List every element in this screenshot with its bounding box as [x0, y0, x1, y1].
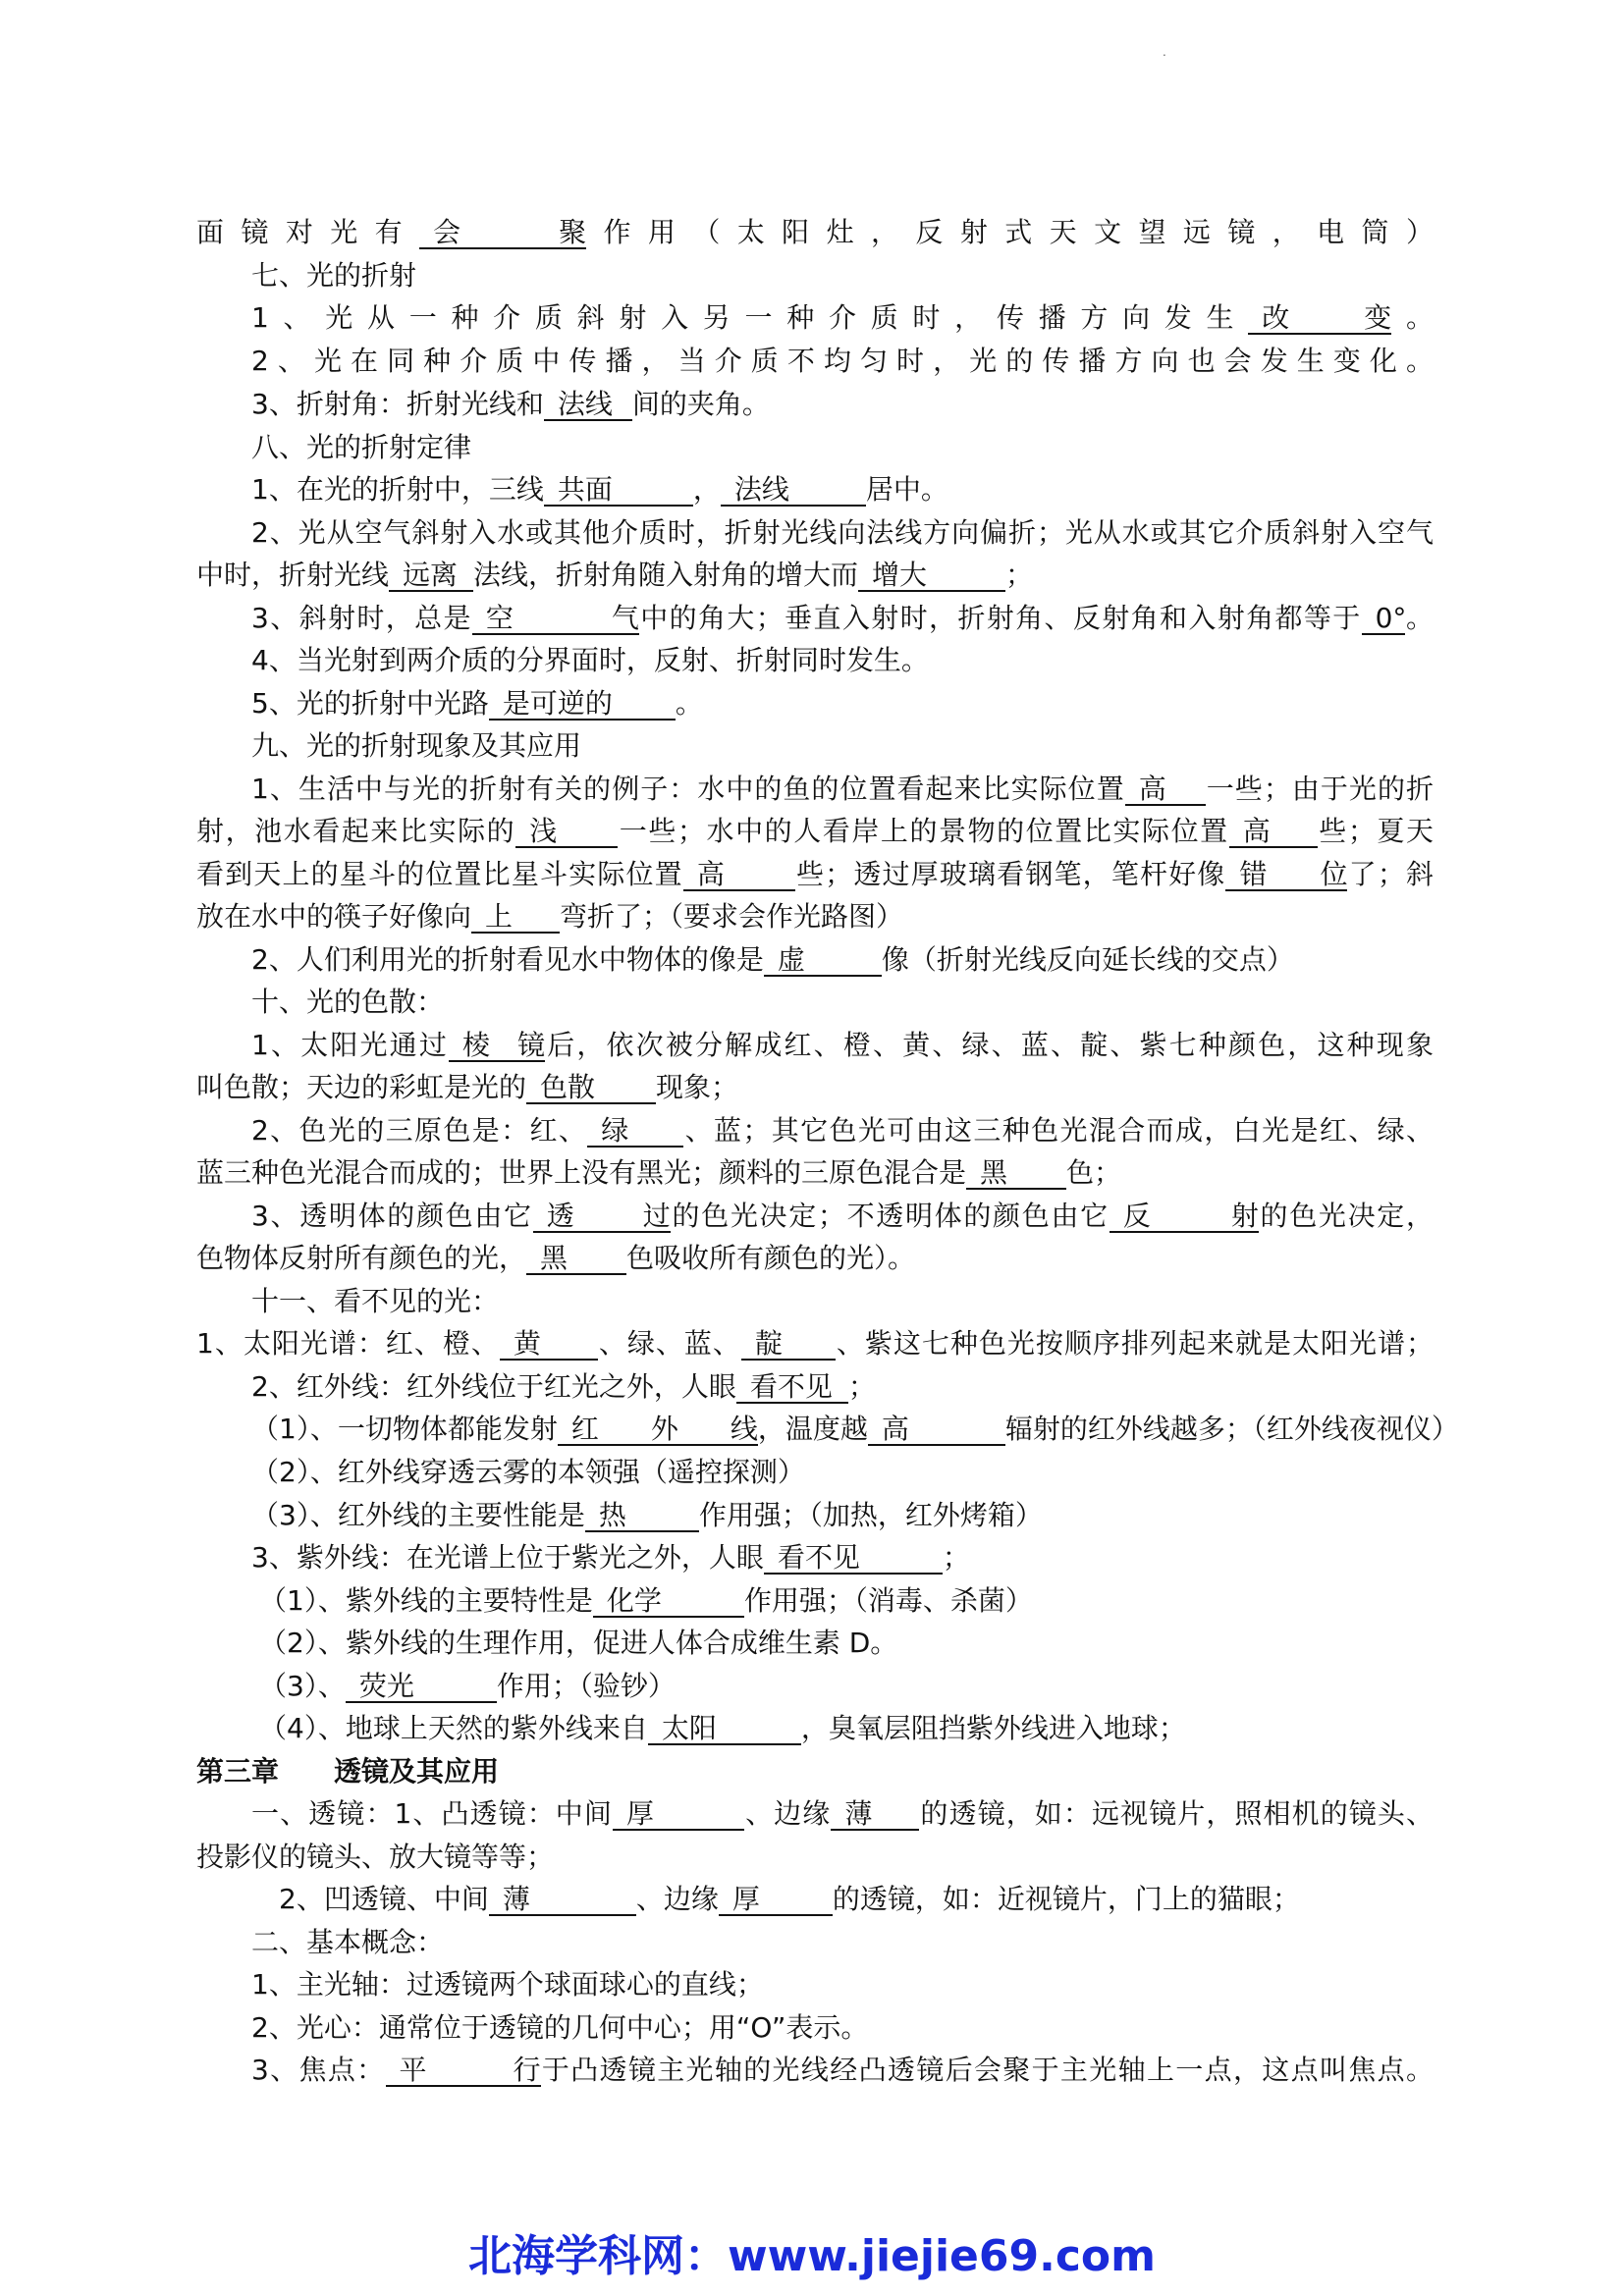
text-segment: 1、光从一种介质斜射入另一种介质时，传播方向发生	[251, 301, 1249, 334]
text-segment: 蓝三种色光混合而成的；世界上没有黑光；颜料的三原色混合是	[196, 1156, 967, 1189]
text-segment: 作用（太阳灶，反射式天文望远镜，电筒）	[586, 216, 1434, 248]
text-segment: 现象；	[656, 1071, 739, 1103]
text-segment: ；	[942, 1541, 970, 1574]
text-segment: 些；透过厚玻璃看钢笔，笔杆好像	[794, 858, 1226, 890]
fill-in-answer: 上	[471, 902, 560, 934]
text-segment: 3、折射角：折射光线和	[251, 388, 544, 420]
text-line	[259, 1582, 1033, 1620]
fill-in-answer: 化学	[593, 1586, 744, 1618]
text-line	[251, 343, 1434, 380]
text-line	[251, 1027, 1434, 1064]
text-line	[279, 1881, 1300, 1918]
text-segment: 辐射的红外线越多；（红外线夜视仪）	[1004, 1413, 1459, 1445]
text-segment: 后，依次被分解成红、橙、黄、绿、蓝、靛、紫七种颜色，这种现象	[544, 1029, 1434, 1061]
text-line	[196, 1753, 499, 1790]
text-segment: 居中。	[865, 473, 948, 506]
fill-in-answer: 浅	[515, 817, 618, 848]
fill-in-answer: 薄	[831, 1799, 919, 1831]
text-segment: 2、凹透镜、中间	[279, 1883, 489, 1915]
fill-in-answer: 热	[585, 1501, 699, 1532]
fill-in-answer: 远离	[389, 561, 473, 592]
text-segment: 弯折了；（要求会作光路图）	[560, 900, 904, 933]
fill-in-answer: 改变	[1248, 303, 1391, 335]
fill-in-answer: 绿	[587, 1116, 683, 1148]
text-segment: 一些；水中的人看岸上的景物的位置比实际位置	[618, 815, 1229, 847]
text-line	[251, 1198, 1434, 1235]
text-segment: 3、透明体的颜色由它	[251, 1200, 533, 1232]
text-line	[251, 1368, 876, 1406]
text-line	[196, 557, 1033, 594]
text-segment: 于凸透镜主光轴的光线经凸透镜后会聚于主光轴上一点，这点叫焦点。	[540, 2054, 1434, 2086]
text-line	[259, 1625, 897, 1662]
corner-mark: .	[1163, 45, 1166, 59]
fill-in-answer: 黑	[526, 1244, 626, 1275]
text-line	[196, 214, 1434, 251]
text-segment: 1、太阳光谱：红、橙、	[196, 1327, 500, 1360]
text-line	[196, 1069, 738, 1106]
fill-in-answer: 色散	[526, 1073, 656, 1104]
text-line	[251, 1112, 1434, 1149]
text-line	[196, 898, 903, 935]
text-line	[251, 600, 1434, 637]
text-segment: 。	[1391, 301, 1434, 334]
text-segment: （3）、	[259, 1670, 346, 1702]
text-segment: 中的角大；垂直入射时，折射角、反射角和入射角都等于	[638, 602, 1362, 634]
text-line	[251, 771, 1434, 808]
text-segment: 、绿、蓝、	[597, 1327, 741, 1360]
fill-in-answer: 错位	[1225, 860, 1347, 891]
fill-in-answer: 高	[1125, 774, 1206, 806]
text-segment: 法线，折射角随入射角的增大而	[473, 559, 859, 591]
fill-in-answer: 共面	[544, 475, 693, 507]
text-segment: 一、透镜：1、凸透镜：中间	[251, 1797, 613, 1830]
text-segment: 。	[675, 687, 703, 720]
text-line	[251, 299, 1434, 337]
fill-in-answer: 厚	[613, 1799, 744, 1831]
text-line	[251, 429, 471, 466]
text-segment: 放在水中的筷子好像向	[196, 900, 472, 933]
text-segment: 、紫这七种色光按顺序排列起来就是太阳光谱；	[835, 1327, 1434, 1360]
fill-in-answer: 荧光	[346, 1672, 497, 1703]
text-segment: 1、在光的折射中，三线	[251, 473, 544, 506]
text-line	[196, 1839, 554, 1876]
text-segment: 2、色光的三原色是：红、	[251, 1114, 588, 1147]
text-segment: 作用；（验钞）	[496, 1670, 676, 1702]
text-segment: 中时，折射光线	[196, 559, 390, 591]
text-segment: （1）、紫外线的主要特性是	[259, 1584, 593, 1617]
text-line	[251, 471, 948, 508]
text-line	[251, 514, 1434, 552]
text-segment: 八、光的折射定律	[251, 431, 472, 463]
fill-in-answer: 法线	[721, 475, 866, 507]
text-segment: ；	[847, 1370, 876, 1403]
text-line	[196, 1154, 1121, 1192]
fill-in-answer: 会聚	[419, 218, 586, 249]
text-segment: 些；夏天	[1317, 815, 1434, 847]
fill-in-answer: 空气	[472, 604, 639, 635]
text-segment: ；	[1005, 559, 1034, 591]
text-segment: 的色光决定，	[1258, 1200, 1434, 1232]
text-segment: 3、紫外线：在光谱上位于紫光之外，人眼	[251, 1541, 764, 1574]
text-segment: 面镜对光有	[196, 216, 420, 248]
fill-in-answer: 高	[868, 1415, 1005, 1446]
text-line	[251, 257, 416, 294]
text-segment: 作用强；（加热，红外烤箱）	[698, 1499, 1043, 1531]
text-line	[251, 642, 929, 679]
text-segment: （1）、一切物体都能发射	[251, 1413, 558, 1445]
fill-in-answer: 靛	[741, 1329, 836, 1361]
fill-in-answer: 黄	[500, 1329, 598, 1361]
text-segment: （4）、地球上天然的紫外线来自	[259, 1712, 648, 1744]
text-line	[196, 1240, 915, 1277]
fill-in-answer: 0°	[1362, 604, 1405, 635]
text-segment: 。	[1404, 602, 1434, 634]
text-segment: 的透镜，如：远视镜片，照相机的镜头、	[919, 1797, 1434, 1830]
text-segment: 、边缘	[635, 1883, 719, 1915]
text-segment: 4、当光射到两介质的分界面时，反射、折射同时发生。	[251, 644, 929, 676]
text-segment: 3、斜射时，总是	[251, 602, 472, 634]
text-segment: 的透镜，如：近视镜片，门上的猫眼；	[832, 1883, 1300, 1915]
text-line	[196, 856, 1434, 893]
text-segment: 色；	[1066, 1156, 1122, 1189]
fill-in-answer: 太阳	[648, 1714, 801, 1745]
text-segment: 一些；由于光的折	[1205, 773, 1434, 805]
text-line	[196, 813, 1434, 850]
text-segment: 九、光的折射现象及其应用	[251, 729, 582, 762]
fill-in-answer: 透过	[533, 1201, 671, 1233]
text-segment: 1、主光轴：过透镜两个球面球心的直线；	[251, 1968, 764, 2001]
text-line	[251, 1924, 444, 1961]
text-line	[251, 386, 770, 423]
chapter-label: 第三章	[196, 1755, 280, 1788]
text-line	[251, 984, 444, 1021]
fill-in-answer: 看不见	[764, 1543, 943, 1575]
text-segment: 色吸收所有颜色的光）。	[626, 1242, 916, 1274]
text-segment: 二、基本概念：	[251, 1926, 445, 1958]
text-segment: 射，池水看起来比实际的	[196, 815, 516, 847]
text-segment: 5、光的折射中光路	[251, 687, 489, 720]
text-line	[259, 1668, 676, 1705]
text-line	[251, 685, 703, 722]
text-line	[251, 1283, 499, 1320]
text-segment: 、蓝；其它色光可由这三种色光混合而成，白光是红、绿、	[683, 1114, 1434, 1147]
text-segment: 了；斜	[1347, 858, 1434, 890]
fill-in-answer: 增大	[858, 561, 1005, 592]
fill-in-answer: 反射	[1110, 1201, 1259, 1233]
text-line	[251, 1411, 1459, 1448]
fill-in-answer: 红外线	[558, 1415, 758, 1446]
fill-in-answer: 高	[683, 860, 795, 891]
text-segment: 间的夹角。	[631, 388, 770, 420]
fill-in-answer: 是可逆的	[489, 689, 676, 721]
fill-in-answer: 薄	[489, 1885, 636, 1916]
text-segment: 1、生活中与光的折射有关的例子：水中的鱼的位置看起来比实际位置	[251, 773, 1125, 805]
text-segment: （2）、紫外线的生理作用，促进人体合成维生素 D。	[259, 1627, 898, 1659]
text-line	[251, 1497, 1043, 1534]
text-segment: 的色光决定；不透明体的颜色由它	[670, 1200, 1110, 1232]
text-line	[251, 727, 581, 765]
text-segment: 2、红外线：红外线位于红光之外，人眼	[251, 1370, 736, 1403]
fill-in-answer: 棱镜	[449, 1031, 545, 1062]
text-segment: 、边缘	[743, 1797, 832, 1830]
text-line	[196, 1325, 1434, 1362]
fill-in-answer: 黑	[966, 1158, 1066, 1190]
text-segment: ，	[692, 473, 721, 506]
text-line	[251, 1539, 970, 1576]
text-segment: ，温度越	[757, 1413, 868, 1445]
text-segment: ，臭氧层阻挡紫外线进入地球；	[800, 1712, 1186, 1744]
fill-in-answer: 看不见	[736, 1372, 848, 1404]
text-line	[259, 1710, 1186, 1747]
text-segment: 2、人们利用光的折射看见水中物体的像是	[251, 943, 764, 976]
fill-in-answer: 法线	[544, 390, 632, 421]
footer-watermark: 北海学科网：www.jiejie69.com	[468, 2231, 1156, 2281]
text-segment: 作用强；（消毒、杀菌）	[743, 1584, 1033, 1617]
text-line	[251, 1795, 1434, 1833]
text-segment: 十一、看不见的光：	[251, 1285, 500, 1317]
text-line	[251, 2052, 1434, 2089]
fill-in-answer: 厚	[719, 1885, 833, 1916]
text-segment: 十、光的色散：	[251, 986, 445, 1018]
text-line	[251, 2009, 868, 2047]
chapter-title: 透镜及其应用	[334, 1755, 500, 1788]
text-segment: （2）、红外线穿透云雾的本领强（遥控探测）	[251, 1456, 805, 1488]
text-segment: 3、焦点：	[251, 2054, 386, 2086]
text-segment: 2、光从空气斜射入水或其他介质时，折射光线向法线方向偏折；光从水或其它介质斜射入空气	[251, 516, 1434, 549]
text-segment: 像（折射光线反向延长线的交点）	[881, 943, 1294, 976]
text-segment: 1、太阳光通过	[251, 1029, 449, 1061]
text-segment: 七、光的折射	[251, 259, 417, 292]
text-line	[251, 1454, 805, 1491]
text-segment: 2、光在同种介质中传播，当介质不均匀时，光的传播方向也会发生变化。	[251, 345, 1434, 377]
text-segment: 2、光心：通常位于透镜的几何中心；用“O”表示。	[251, 2011, 869, 2044]
text-segment: 色物体反射所有颜色的光，	[196, 1242, 527, 1274]
fill-in-answer: 高	[1229, 817, 1318, 848]
text-segment: （3）、红外线的主要性能是	[251, 1499, 585, 1531]
text-line	[251, 941, 1294, 979]
text-segment: 看到天上的星斗的位置比星斗实际位置	[196, 858, 683, 890]
fill-in-answer: 虚	[764, 945, 882, 977]
text-line	[251, 1966, 764, 2003]
text-segment: 投影仪的镜头、放大镜等等；	[196, 1841, 555, 1873]
fill-in-answer: 平行	[386, 2056, 541, 2087]
text-segment: 叫色散；天边的彩虹是光的	[196, 1071, 527, 1103]
